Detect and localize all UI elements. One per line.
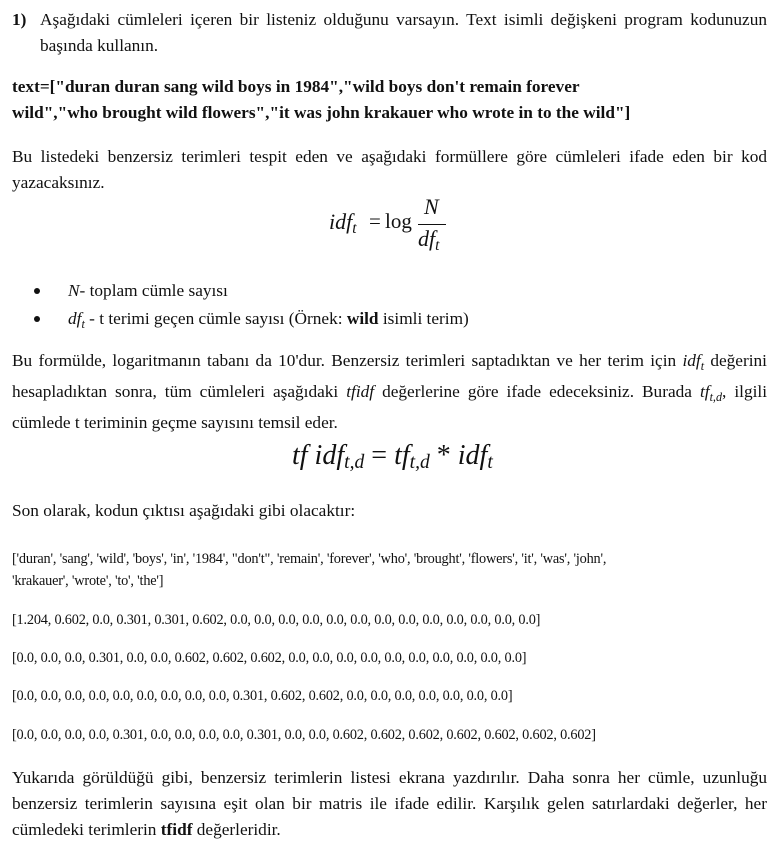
- idf-lhs: idf$_t$: [329, 209, 357, 237]
- output-row-3: [0.0, 0.0, 0.0, 0.0, 0.0, 0.0, 0.0, 0.0, 0.0, 0.301, 0.602, 0.602, 0.0, 0.0, 0.0, 0.0, 0.0, 0.0, 0.0]: [12, 688, 513, 704]
- closing-paragraph: Yukarıda görüldüğü gibi, benzersiz terimlerin listesi ekrana yazdırılır. Daha sonra her cümle, uzunluğu benzersiz terimlerin sayısına eşit olan bir matris ile ifade edilir. Karşılık gelen satırlardaki değerler, her cümledeki terimlerin tfidf değerleridir.: [12, 768, 767, 839]
- list-item: $df_t$ - t terimi geçen cümle sayısı (Örnek: wild isimli terim): [68, 305, 469, 338]
- definition-list: [68, 277, 469, 338]
- terms-line-1: ['duran', 'sang', 'wild', 'boys', 'in', '1984', "don't", 'remain', 'forever', 'who', 'brought', 'flowers', 'it', 'was', 'john',: [12, 551, 607, 567]
- idf-denominator: $df_t$: [418, 226, 440, 254]
- output-row-1: [1.204, 0.602, 0.0, 0.301, 0.301, 0.602, 0.0, 0.0, 0.0, 0.0, 0.0, 0.0, 0.0, 0.0, 0.0, 0.0, 0.0, 0.0, 0.0]: [12, 612, 541, 628]
- question-number: 1): [12, 10, 27, 29]
- code-line-1: text=["duran duran sang wild boys in 1984","wild boys don't remain forever: [12, 77, 580, 96]
- tfidf-times: *: [436, 440, 451, 471]
- output-row-2: [0.0, 0.0, 0.0, 0.301, 0.0, 0.0, 0.602, 0.602, 0.602, 0.0, 0.0, 0.0, 0.0, 0.0, 0.0, 0.0, 0.0, 0.0, 0.0]: [12, 650, 527, 666]
- tfidf-formula: [292, 440, 512, 480]
- intro-paragraph: Bu listedeki benzersiz terimleri tespit eden ve aşağıdaki formüllere göre cümleleri ifade eden bir kod yazacaksınız.: [12, 147, 767, 192]
- fraction-bar: [418, 224, 446, 225]
- list-item: N- toplam cümle sayısı: [68, 277, 469, 305]
- output-row-4: [0.0, 0.0, 0.0, 0.0, 0.301, 0.0, 0.0, 0.0, 0.0, 0.301, 0.0, 0.0, 0.602, 0.602, 0.602, 0.602, 0.602, 0.602, 0.602]: [12, 727, 596, 743]
- tfidf-lhs: tf idf$_{t,d}$: [292, 440, 365, 473]
- bullet-icon: [34, 288, 40, 294]
- output-intro: Son olarak, kodun çıktısı aşağıdaki gibi olacaktır:: [12, 501, 356, 520]
- terms-line-2: 'krakauer', 'wrote', 'to', 'the']: [12, 573, 164, 589]
- output-terms: [12, 548, 772, 592]
- tfidf-tf: $tf_{t,d}$: [394, 440, 430, 473]
- tfidf-idf: idf$_t$: [457, 440, 493, 473]
- idf-equals: =: [369, 209, 381, 233]
- explanation-paragraph: Bu formülde, logaritmanın tabanı da 10'dur. Benzersiz terimleri saptadıktan ve her terim için idf$_t$ değerini hesapladıktan sonra, tüm cümleleri aşağıdaki tfidf değerlerine göre ifade edeceksiniz. Burada $tf_{t,d}$, ilgili cümlede t teriminin geçme sayısını temsil eder.: [12, 351, 767, 432]
- code-line-2: wild","who brought wild flowers","it was john krakauer who wrote in to the wild"]: [12, 103, 631, 122]
- idf-log: log: [385, 209, 412, 233]
- idf-formula: [329, 196, 459, 260]
- question-text: Aşağıdaki cümleleri içeren bir listeniz olduğunu varsayın. Text isimli değişkeni program kodunuzun başında kullanın.: [40, 10, 767, 55]
- idf-numerator: N: [424, 194, 439, 219]
- tfidf-equals: =: [371, 440, 388, 471]
- code-definition: [12, 74, 772, 126]
- bullet-icon: [34, 316, 40, 322]
